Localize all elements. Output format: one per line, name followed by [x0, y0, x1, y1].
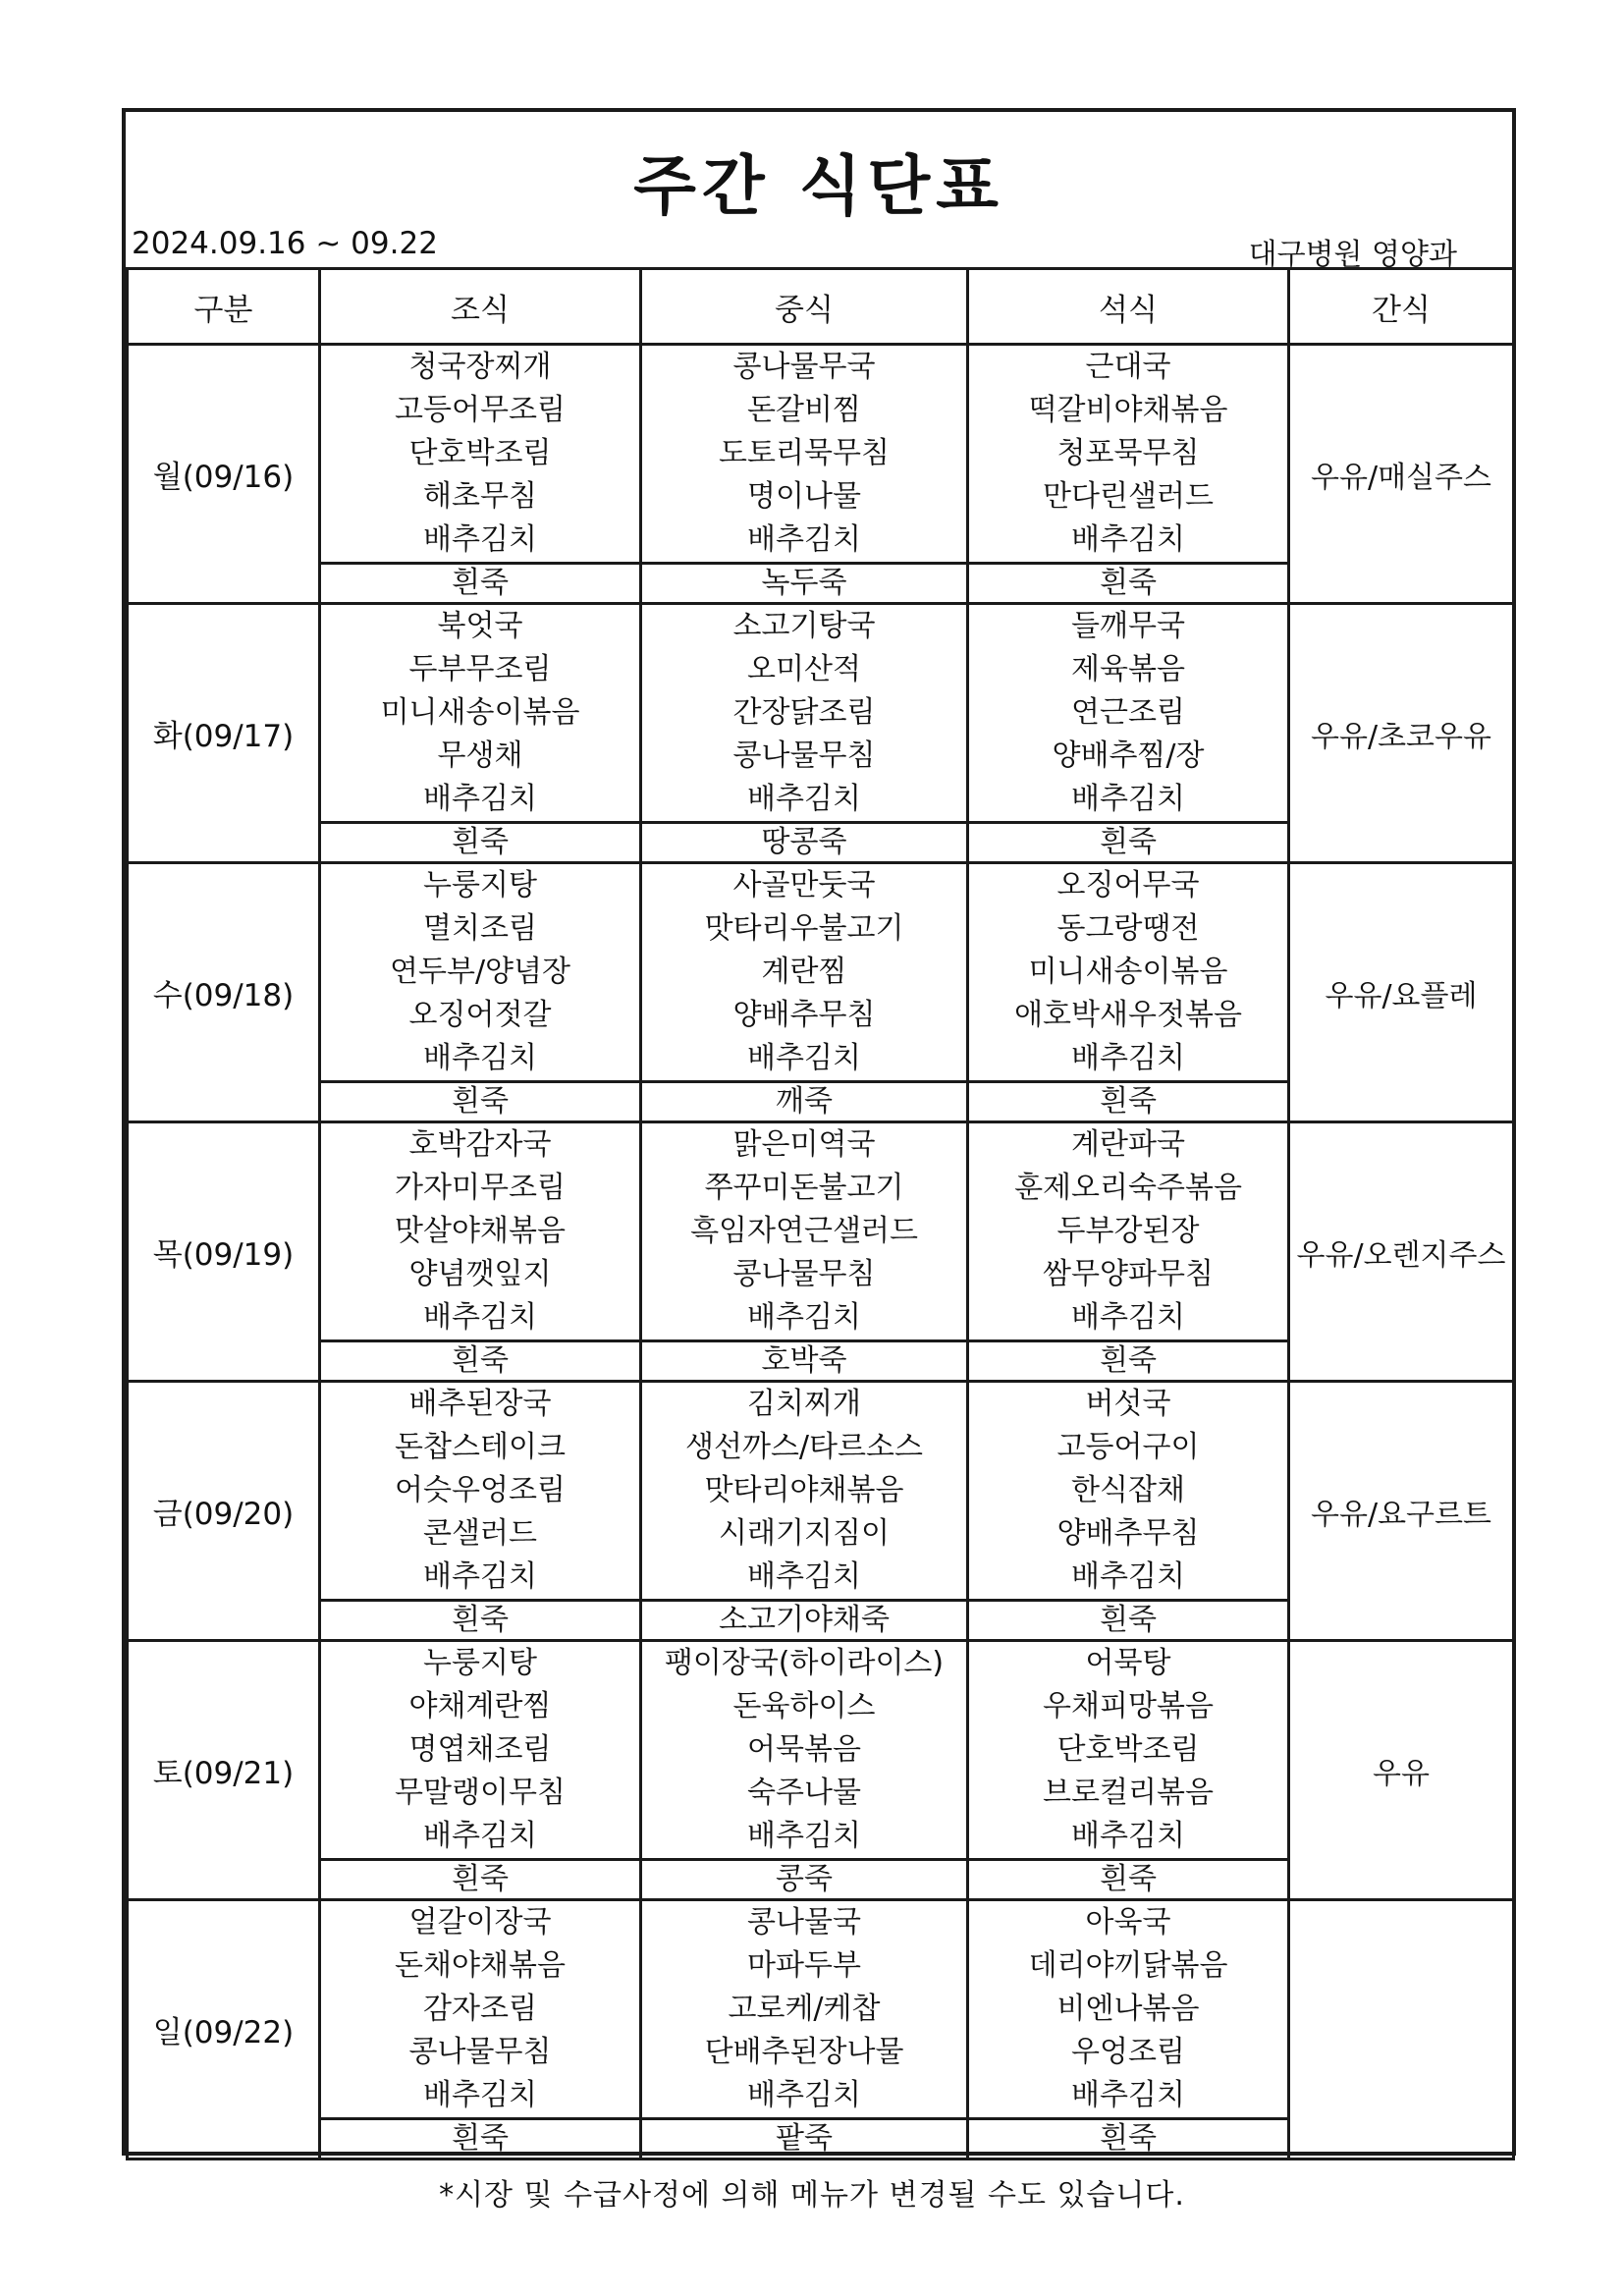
- day-row: [128, 863, 1514, 1082]
- dish-item: 얼갈이장국: [408, 1905, 552, 1940]
- footer-note: *시장 및 수급사정에 의해 메뉴가 변경될 수도 있습니다.: [439, 2178, 1185, 2213]
- dish-item: 마파두부: [747, 1948, 861, 1983]
- dish-item: 어슷우엉조림: [395, 1473, 566, 1507]
- dish-item: 생선까스/타르소스: [685, 1430, 923, 1464]
- dish-item: 배추김치: [747, 1559, 861, 1594]
- dinner-cell: [968, 345, 1289, 564]
- dish-item: 배추김치: [747, 522, 861, 557]
- dish-item: 배추된장국: [408, 1387, 552, 1421]
- dish-item: 멸치조림: [423, 911, 537, 946]
- dish-item: 양념깻잎지: [408, 1257, 552, 1291]
- dish-item: 떡갈비야채볶음: [1028, 393, 1228, 427]
- menu-sheet: [122, 108, 1516, 2156]
- snack-cell: 우유/초코우유: [1289, 604, 1514, 863]
- dinner-porridge: 흰죽: [968, 823, 1289, 863]
- snack-cell: 우유/요구르트: [1289, 1382, 1514, 1641]
- dish-item: 야채계란찜: [408, 1689, 552, 1723]
- dish-item: 맛타리야채볶음: [704, 1473, 904, 1507]
- dish-item: 명이나물: [747, 479, 861, 514]
- dish-item: 맛타리우불고기: [704, 911, 904, 946]
- dinner-porridge: 흰죽: [968, 1601, 1289, 1641]
- dish-item: 오징어젓갈: [408, 998, 552, 1032]
- dish-item: 콩나물무침: [408, 2035, 552, 2069]
- title-band: [126, 112, 1512, 272]
- dish-item: 청국장찌개: [408, 350, 552, 384]
- dish-item: 두부무조림: [408, 652, 552, 686]
- dish-item: 애호박새우젓볶음: [1014, 998, 1242, 1032]
- dish-item: 가자미무조림: [395, 1171, 566, 1205]
- breakfast-porridge: 흰죽: [320, 1082, 641, 1122]
- breakfast-porridge: 흰죽: [320, 1601, 641, 1641]
- breakfast-cell: [320, 345, 641, 564]
- dish-item: 우엉조림: [1071, 2035, 1185, 2069]
- snack-cell: [1289, 1900, 1514, 2159]
- snack-cell: 우유/오렌지주스: [1289, 1122, 1514, 1382]
- dish-item: 데리야끼닭볶음: [1028, 1948, 1228, 1983]
- snack-cell: 우유: [1289, 1641, 1514, 1900]
- breakfast-porridge: 흰죽: [320, 564, 641, 604]
- dish-item: 연두부/양념장: [390, 955, 570, 989]
- dish-item: 시래기지짐이: [719, 1516, 890, 1551]
- dish-item: 고로케/케찹: [728, 1992, 881, 2026]
- dinner-porridge: 흰죽: [968, 1082, 1289, 1122]
- period-text: 2024.09.16 ~ 09.22: [132, 226, 438, 261]
- dish-item: 고등어무조림: [395, 393, 566, 427]
- snack-cell: 우유/매실주스: [1289, 345, 1514, 604]
- dish-item: 무생채: [437, 738, 523, 773]
- lunch-cell: [641, 1382, 968, 1601]
- dish-item: 콩나물무침: [732, 738, 876, 773]
- breakfast-porridge: 흰죽: [320, 1341, 641, 1382]
- day-row: [128, 345, 1514, 564]
- dish-item: 배추김치: [423, 522, 537, 557]
- department-text: 대구병원 영양과: [1248, 238, 1457, 272]
- dish-item: 배추김치: [1071, 2078, 1185, 2112]
- breakfast-porridge: 흰죽: [320, 1860, 641, 1900]
- dish-item: 양배추무침: [732, 998, 876, 1032]
- dinner-cell: [968, 1122, 1289, 1341]
- dish-item: 콩나물무국: [732, 350, 876, 384]
- dish-item: 콩나물국: [747, 1905, 861, 1940]
- dish-item: 감자조림: [423, 1992, 537, 2026]
- dinner-porridge: 흰죽: [968, 1860, 1289, 1900]
- breakfast-cell: [320, 1382, 641, 1601]
- dish-item: 어묵볶음: [747, 1732, 861, 1767]
- dish-item: 배추김치: [747, 1041, 861, 1075]
- day-label: 일(09/22): [128, 1900, 320, 2159]
- dish-item: 간장닭조림: [732, 695, 876, 730]
- dinner-cell: [968, 604, 1289, 823]
- lunch-cell: [641, 1900, 968, 2119]
- snack-cell: 우유/요플레: [1289, 863, 1514, 1122]
- dinner-porridge: 흰죽: [968, 1341, 1289, 1382]
- dish-item: 한식잡채: [1071, 1473, 1185, 1507]
- day-row: [128, 1641, 1514, 1860]
- dinner-porridge: 흰죽: [968, 2119, 1289, 2159]
- dish-item: 돈갈비찜: [747, 393, 861, 427]
- dish-item: 오미산적: [747, 652, 861, 686]
- dish-item: 배추김치: [1071, 1559, 1185, 1594]
- breakfast-cell: [320, 1122, 641, 1341]
- dish-item: 사골만둣국: [732, 868, 876, 902]
- dish-item: 해초무침: [423, 479, 537, 514]
- dinner-cell: [968, 1641, 1289, 1860]
- dish-item: 양배추무침: [1056, 1516, 1200, 1551]
- lunch-cell: [641, 1641, 968, 1860]
- dish-item: 아욱국: [1085, 1905, 1171, 1940]
- dish-item: 흑임자연근샐러드: [690, 1214, 918, 1248]
- lunch-porridge: 호박죽: [641, 1341, 968, 1382]
- dish-item: 배추김치: [747, 2078, 861, 2112]
- dish-item: 미니새송이볶음: [380, 695, 580, 730]
- dish-item: 맑은미역국: [732, 1127, 876, 1162]
- page-title: 주간 식단표: [633, 148, 1004, 224]
- header-lunch: 중식: [641, 269, 968, 345]
- dish-item: 어묵탕: [1085, 1646, 1171, 1680]
- dish-item: 근대국: [1085, 350, 1171, 384]
- dish-item: 돈찹스테이크: [395, 1430, 566, 1464]
- dish-item: 누룽지탕: [423, 868, 537, 902]
- dish-item: 우채피망볶음: [1043, 1689, 1214, 1723]
- dish-item: 비엔나볶음: [1056, 1992, 1200, 2026]
- dish-item: 명엽채조림: [408, 1732, 552, 1767]
- dish-item: 소고기탕국: [732, 609, 876, 643]
- lunch-porridge: 소고기야채죽: [641, 1601, 968, 1641]
- dish-item: 배추김치: [1071, 522, 1185, 557]
- dish-item: 쌈무양파무침: [1043, 1257, 1214, 1291]
- dish-item: 숙주나물: [747, 1776, 861, 1810]
- dish-item: 양배추찜/장: [1052, 738, 1205, 773]
- dish-item: 버섯국: [1085, 1387, 1171, 1421]
- dish-item: 배추김치: [1071, 1819, 1185, 1853]
- breakfast-porridge: 흰죽: [320, 2119, 641, 2159]
- dish-item: 미니새송이볶음: [1028, 955, 1228, 989]
- dish-item: 계란찜: [761, 955, 847, 989]
- dish-item: 배추김치: [423, 2078, 537, 2112]
- dish-item: 도토리묵무침: [719, 436, 890, 470]
- dish-item: 배추김치: [1071, 782, 1185, 816]
- dish-item: 제육볶음: [1071, 652, 1185, 686]
- dish-item: 훈제오리숙주볶음: [1014, 1171, 1242, 1205]
- dish-item: 무말랭이무침: [395, 1776, 566, 1810]
- dish-item: 돈채야채볶음: [395, 1948, 566, 1983]
- breakfast-cell: [320, 604, 641, 823]
- dish-item: 단호박조림: [408, 436, 552, 470]
- dinner-porridge: 흰죽: [968, 564, 1289, 604]
- dish-item: 연근조림: [1071, 695, 1185, 730]
- dish-item: 팽이장국(하이라이스): [664, 1646, 945, 1680]
- dish-item: 청포묵무침: [1056, 436, 1200, 470]
- dish-item: 배추김치: [747, 782, 861, 816]
- dish-item: 호박감자국: [408, 1127, 552, 1162]
- lunch-cell: [641, 604, 968, 823]
- dish-item: 돈육하이스: [732, 1689, 876, 1723]
- header-category: 구분: [128, 269, 320, 345]
- day-label: 화(09/17): [128, 604, 320, 863]
- dish-item: 배추김치: [747, 1300, 861, 1335]
- dish-item: 배추김치: [1071, 1300, 1185, 1335]
- dinner-cell: [968, 863, 1289, 1082]
- dinner-cell: [968, 1900, 1289, 2119]
- header-dinner: 석식: [968, 269, 1289, 345]
- day-row: [128, 604, 1514, 823]
- dish-item: 배추김치: [423, 1559, 537, 1594]
- day-row: [128, 1382, 1514, 1601]
- lunch-porridge: 녹두죽: [641, 564, 968, 604]
- weekly-menu-table: [126, 267, 1515, 2160]
- dish-item: 누룽지탕: [423, 1646, 537, 1680]
- dish-item: 쭈꾸미돈불고기: [704, 1171, 904, 1205]
- dish-item: 들깨무국: [1071, 609, 1185, 643]
- dish-item: 콩나물무침: [732, 1257, 876, 1291]
- menu-body: [128, 345, 1514, 2159]
- dish-item: 배추김치: [423, 1041, 537, 1075]
- dish-item: 단호박조림: [1056, 1732, 1200, 1767]
- dish-item: 김치찌개: [747, 1387, 861, 1421]
- lunch-porridge: 콩죽: [641, 1860, 968, 1900]
- header-breakfast: 조식: [320, 269, 641, 345]
- day-row: [128, 1122, 1514, 1341]
- day-row: [128, 1900, 1514, 2119]
- dish-item: 배추김치: [423, 782, 537, 816]
- lunch-porridge: 땅콩죽: [641, 823, 968, 863]
- dish-item: 맛살야채볶음: [395, 1214, 566, 1248]
- dish-item: 두부강된장: [1056, 1214, 1200, 1248]
- breakfast-cell: [320, 1900, 641, 2119]
- lunch-porridge: 팥죽: [641, 2119, 968, 2159]
- day-label: 토(09/21): [128, 1641, 320, 1900]
- header-row: [128, 269, 1514, 345]
- day-label: 수(09/18): [128, 863, 320, 1122]
- breakfast-cell: [320, 863, 641, 1082]
- lunch-cell: [641, 1122, 968, 1341]
- dish-item: 북엇국: [437, 609, 523, 643]
- dish-item: 배추김치: [1071, 1041, 1185, 1075]
- dish-item: 배추김치: [747, 1819, 861, 1853]
- day-label: 월(09/16): [128, 345, 320, 604]
- lunch-cell: [641, 345, 968, 564]
- lunch-porridge: 깨죽: [641, 1082, 968, 1122]
- header-snack: 간식: [1289, 269, 1514, 345]
- dish-item: 브로컬리볶음: [1043, 1776, 1214, 1810]
- dish-item: 동그랑땡전: [1056, 911, 1200, 946]
- dish-item: 만다린샐러드: [1043, 479, 1214, 514]
- lunch-cell: [641, 863, 968, 1082]
- dish-item: 계란파국: [1071, 1127, 1185, 1162]
- dish-item: 고등어구이: [1056, 1430, 1200, 1464]
- day-label: 금(09/20): [128, 1382, 320, 1641]
- dish-item: 배추김치: [423, 1300, 537, 1335]
- dish-item: 배추김치: [423, 1819, 537, 1853]
- dish-item: 콘샐러드: [423, 1516, 537, 1551]
- dish-item: 오징어무국: [1056, 868, 1200, 902]
- dish-item: 단배추된장나물: [704, 2035, 904, 2069]
- breakfast-porridge: 흰죽: [320, 823, 641, 863]
- day-label: 목(09/19): [128, 1122, 320, 1382]
- breakfast-cell: [320, 1641, 641, 1860]
- dinner-cell: [968, 1382, 1289, 1601]
